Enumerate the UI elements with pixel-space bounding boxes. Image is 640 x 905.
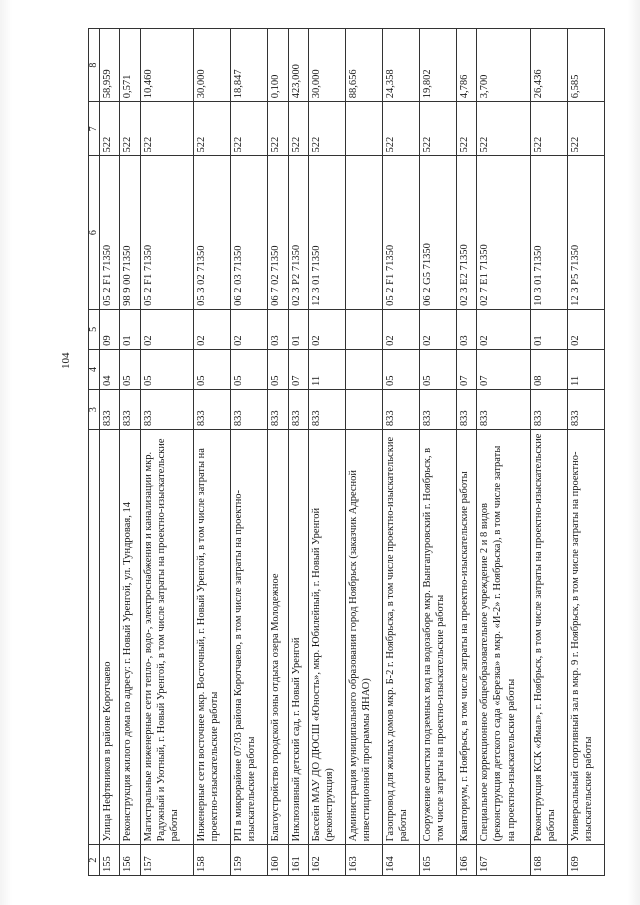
row-code-7: 522 [567, 102, 604, 156]
row-code-4: 05 [120, 349, 140, 389]
row-code-4: 07 [477, 349, 531, 389]
row-number: 164 [383, 845, 420, 876]
row-code-7: 522 [100, 102, 120, 156]
row-code-6: 05 3 02 71350 [194, 156, 231, 309]
row-name: Магистральные инженерные сети тепло-, водо-, электроснабжения и канализации мкр. Радужный и Уютный, г. Новый Уренгой, в том числе затраты на проектно-изыскательские работы [140, 430, 194, 845]
table-row [100, 29, 120, 876]
table-row [456, 29, 476, 876]
row-code-4 [346, 349, 383, 389]
row-code-7: 522 [140, 102, 194, 156]
row-code-5: 02 [309, 309, 346, 349]
row-code-6: 06 2 03 71350 [231, 156, 268, 309]
row-code-3: 833 [140, 390, 194, 430]
row-value: 24,358 [383, 29, 420, 102]
row-number: 161 [288, 845, 308, 876]
row-number: 167 [477, 845, 531, 876]
row-code-4: 05 [420, 349, 457, 389]
row-code-6: 05 2 F1 71350 [100, 156, 120, 309]
row-code-4: 05 [231, 349, 268, 389]
row-code-3: 833 [383, 390, 420, 430]
row-code-7 [346, 102, 383, 156]
row-code-6: 05 2 F1 71350 [140, 156, 194, 309]
table-row [477, 29, 531, 876]
header-cell: 5 [89, 309, 100, 349]
row-code-4: 05 [268, 349, 288, 389]
row-value: 26,436 [530, 29, 567, 102]
row-code-3: 833 [456, 390, 476, 430]
row-code-6: 12 3 01 71350 [309, 156, 346, 309]
row-code-3: 833 [530, 390, 567, 430]
table-row [309, 29, 346, 876]
row-code-4: 05 [194, 349, 231, 389]
row-code-5: 03 [456, 309, 476, 349]
table-row [420, 29, 457, 876]
row-code-7: 522 [456, 102, 476, 156]
row-code-7: 522 [120, 102, 140, 156]
table-row [346, 29, 383, 876]
row-number: 165 [420, 845, 457, 876]
row-code-6: 06 7 02 71350 [268, 156, 288, 309]
row-value: 6,585 [567, 29, 604, 102]
row-code-5: 01 [120, 309, 140, 349]
row-code-5: 02 [567, 309, 604, 349]
row-value: 0,100 [268, 29, 288, 102]
table-row [194, 29, 231, 876]
row-code-5: 02 [477, 309, 531, 349]
header-cell: 8 [89, 29, 100, 102]
table-row [231, 29, 268, 876]
header-cell: 6 [89, 156, 100, 309]
row-name: Кванториум, г. Ноябрьск, в том числе затраты на проектно-изыскательские работы [456, 430, 476, 845]
row-value: 30,000 [194, 29, 231, 102]
row-code-3: 833 [100, 390, 120, 430]
row-code-6: 06 2 G5 71350 [420, 156, 457, 309]
header-cell [89, 430, 100, 845]
row-code-3: 833 [567, 390, 604, 430]
row-number: 160 [268, 845, 288, 876]
row-number: 156 [120, 845, 140, 876]
row-value: 3,700 [477, 29, 531, 102]
header-cell: 2 [89, 845, 100, 876]
row-value: 58,959 [100, 29, 120, 102]
page-number: 104 [60, 352, 72, 369]
row-name: Универсальный спортивный зал в мкр. 9 г. Ноябрьск, в том числе затраты на проектно-изыскательские работы [567, 430, 604, 845]
row-number: 157 [140, 845, 194, 876]
row-code-7: 522 [268, 102, 288, 156]
row-code-6: 02 7 E1 71350 [477, 156, 531, 309]
row-code-7: 522 [477, 102, 531, 156]
row-code-6: 12 3 P5 71350 [567, 156, 604, 309]
row-code-4: 08 [530, 349, 567, 389]
row-code-7: 522 [194, 102, 231, 156]
row-name: Администрация муниципального образования город Ноябрьск (заказчик Адресной инвестиционной программы ЯНАО) [346, 430, 383, 845]
row-name: Реконструкция КСК «Ямал», г. Ноябрьск, в том числе затраты на проектно-изыскательские работы [530, 430, 567, 845]
header-cell: 4 [89, 349, 100, 389]
row-code-4: 11 [309, 349, 346, 389]
row-code-5: 02 [194, 309, 231, 349]
row-code-3: 833 [420, 390, 457, 430]
row-number: 162 [309, 845, 346, 876]
row-code-7: 522 [530, 102, 567, 156]
row-number: 163 [346, 845, 383, 876]
row-value: 0,571 [120, 29, 140, 102]
row-code-6: 98 9 00 71350 [120, 156, 140, 309]
row-name: Улица Нефтяников в районе Коротчаево [100, 430, 120, 845]
row-code-5: 02 [420, 309, 457, 349]
row-value: 4,786 [456, 29, 476, 102]
row-code-5: 09 [100, 309, 120, 349]
row-code-5: 02 [231, 309, 268, 349]
row-code-3: 833 [309, 390, 346, 430]
table-row [383, 29, 420, 876]
table-header-row [89, 29, 100, 876]
row-code-5: 02 [140, 309, 194, 349]
row-number: 158 [194, 845, 231, 876]
row-code-5: 02 [383, 309, 420, 349]
row-name: Реконструкция жилого дома по адресу: г. Новый Уренгой, ул. Тундровая, 14 [120, 430, 140, 845]
row-code-4: 05 [140, 349, 194, 389]
row-number: 159 [231, 845, 268, 876]
row-name: Бассейн МАУ ДО ДЮСШ «Юность», мкр. Юбилейный, г. Новый Уренгой (реконструкция) [309, 430, 346, 845]
row-code-6: 05 2 F1 71350 [383, 156, 420, 309]
table-row [567, 29, 604, 876]
row-name: Специальное коррекционное общеобразовательное учреждение 2 и 8 видов (реконструкция детского сада «Березка» в мкр. «И-2» г. Ноябрьска), в том числе затраты на проектно-изыскательские работы [477, 430, 531, 845]
row-name: РП в микрорайоне 07:03 района Коротчаево, в том числе затраты на проектно-изыскательские работы [231, 430, 268, 845]
header-cell: 7 [89, 102, 100, 156]
header-cell: 3 [89, 390, 100, 430]
row-number: 168 [530, 845, 567, 876]
row-code-6: 10 3 01 71350 [530, 156, 567, 309]
table-row [120, 29, 140, 876]
row-number: 155 [100, 845, 120, 876]
table-row [140, 29, 194, 876]
row-code-4: 07 [456, 349, 476, 389]
row-name: Инженерные сети восточнее мкр. Восточный, г. Новый Уренгой, в том числе затраты на проектно-изыскательские работы [194, 430, 231, 845]
row-code-4: 07 [288, 349, 308, 389]
row-value: 423,000 [288, 29, 308, 102]
row-name: Инклюзивный детский сад, г. Новый Уренгой [288, 430, 308, 845]
row-value: 10,460 [140, 29, 194, 102]
row-code-7: 522 [231, 102, 268, 156]
row-code-5: 01 [530, 309, 567, 349]
row-code-3: 833 [194, 390, 231, 430]
row-code-4: 11 [567, 349, 604, 389]
row-code-3 [346, 390, 383, 430]
row-code-7: 522 [309, 102, 346, 156]
row-code-3: 833 [477, 390, 531, 430]
row-code-4: 04 [100, 349, 120, 389]
row-code-3: 833 [120, 390, 140, 430]
row-code-4: 05 [383, 349, 420, 389]
rotated-page-content [88, 28, 605, 876]
budget-table [88, 28, 605, 876]
row-code-5 [346, 309, 383, 349]
row-code-5: 03 [268, 309, 288, 349]
row-code-6: 02 3 E2 71350 [456, 156, 476, 309]
row-code-3: 833 [268, 390, 288, 430]
row-code-5: 01 [288, 309, 308, 349]
row-number: 169 [567, 845, 604, 876]
table-row [530, 29, 567, 876]
row-value: 88,656 [346, 29, 383, 102]
row-name: Газопровод для жилых домов мкр. Б-2 г. Ноябрьска, в том числе проектно-изыскательские работы [383, 430, 420, 845]
row-code-3: 833 [231, 390, 268, 430]
row-code-7: 522 [288, 102, 308, 156]
row-code-7: 522 [420, 102, 457, 156]
row-code-6: 02 3 P2 71350 [288, 156, 308, 309]
table-row [288, 29, 308, 876]
row-number: 166 [456, 845, 476, 876]
row-name: Сооружение очистки подземных вод на водозаборе мкр. Вынгапуровский г. Ноябрьск, в том числе затраты на проектно-изыскательские работы [420, 430, 457, 845]
row-value: 19,802 [420, 29, 457, 102]
table-row [268, 29, 288, 876]
row-code-7: 522 [383, 102, 420, 156]
row-code-6 [346, 156, 383, 309]
row-value: 18,847 [231, 29, 268, 102]
row-name: Благоустройство городской зоны отдыха озера Молодежное [268, 430, 288, 845]
row-code-3: 833 [288, 390, 308, 430]
row-value: 30,000 [309, 29, 346, 102]
